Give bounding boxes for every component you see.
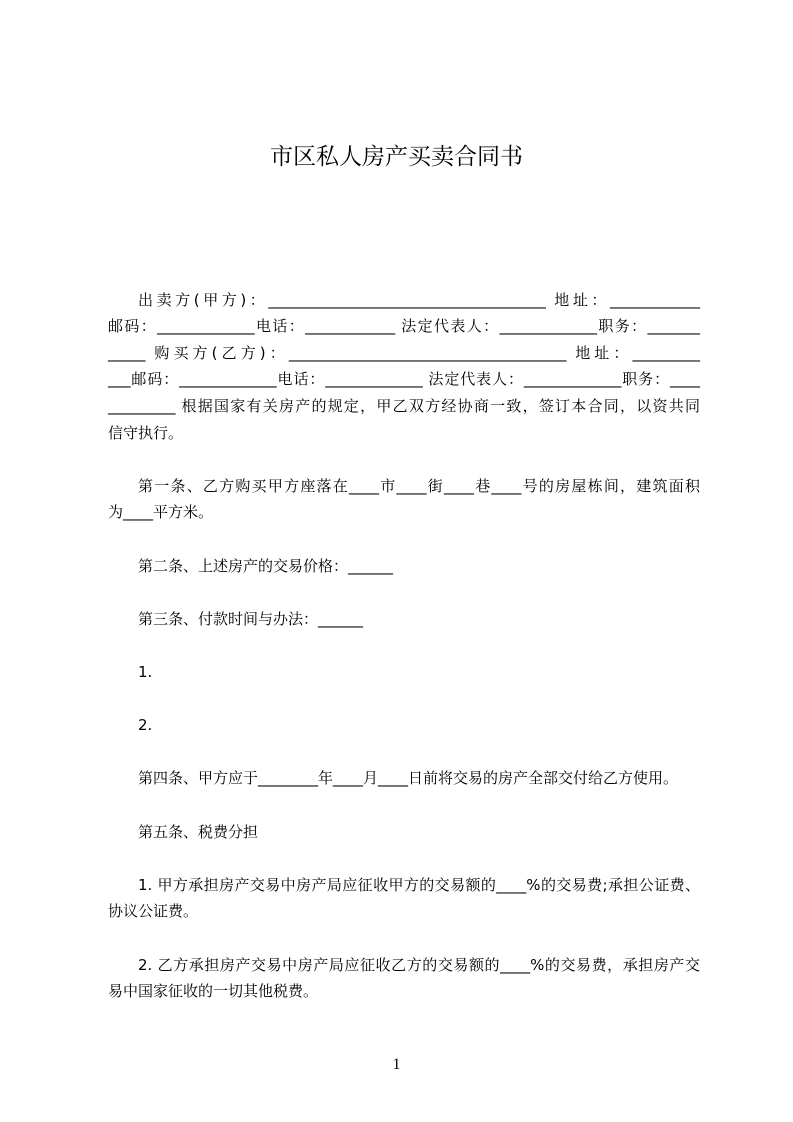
preamble-line-seller: 出卖方(甲方)：_____________________________________ 地址：____________ <box>138 290 700 309</box>
list-item-number: 1. <box>138 663 153 681</box>
article-3-text: 第三条、付款时间与办法：______ <box>138 609 364 628</box>
article-2-text: 第二条、上述房产的交易价格：______ <box>138 556 394 575</box>
article-5-item-line: 协议公证费。 <box>108 902 199 921</box>
preamble-line-buyer: _____ 购买方(乙方)：_____________________________________ 地址：_________ <box>108 343 700 362</box>
article-4 <box>108 765 700 792</box>
article-4-text: 第四条、甲方应于________年____月____日前将交易的房产全部交付给乙方使用。 <box>138 769 679 788</box>
article-2 <box>108 553 700 580</box>
article-5-item-line: 2. 乙方承担房产交易中房产局应征收乙方的交易额的____%的交易费，承担房产交 <box>138 955 700 974</box>
article-5-item-1 <box>108 872 700 925</box>
preamble-line-agreement: _________ 根据国家有关房产的规定，甲乙双方经协商一致，签订本合同，以资共同 <box>108 397 700 416</box>
article-5-item-line: 易中国家征收的一切其他税费。 <box>108 982 319 1001</box>
article-3-item-2 <box>108 712 700 739</box>
article-5-item-line: 1. 甲方承担房产交易中房产局应征收甲方的交易额的____%的交易费;承担公证费、 <box>138 875 700 894</box>
article-5-heading-text: 第五条、税费分担 <box>138 822 259 841</box>
preamble-line-end: 信守执行。 <box>108 423 184 442</box>
preamble-paragraph <box>108 287 700 447</box>
page-number: 1 <box>392 1056 401 1073</box>
preamble-line-buyer-contact: ___邮码：_____________电话：_____________ 法定代表人：_____________职务：____ <box>108 370 700 389</box>
list-item-number: 2. <box>138 716 153 735</box>
document-body <box>108 287 700 1032</box>
document-title: 市区私人房产买卖合同书 <box>270 144 523 170</box>
article-5-heading <box>108 819 700 846</box>
article-1 <box>108 473 700 526</box>
article-3 <box>108 606 700 633</box>
article-3-item-1 <box>108 659 700 686</box>
article-5-item-2 <box>108 952 700 1005</box>
article-1-line: 为____平方米。 <box>108 503 214 522</box>
article-1-line: 第一条、乙方购买甲方座落在____市____街____巷____号的房屋栋间，建筑面积 <box>138 476 700 495</box>
preamble-line-seller-contact: 邮码：_____________电话：____________ 法定代表人：_____________职务：_______ <box>108 317 700 336</box>
